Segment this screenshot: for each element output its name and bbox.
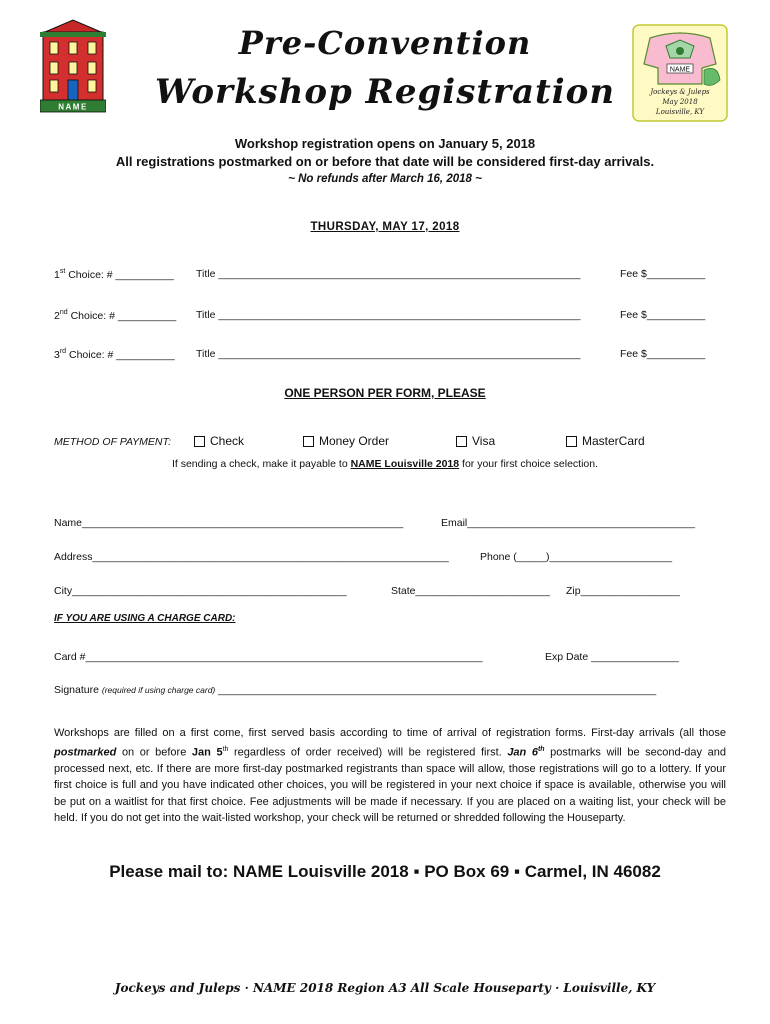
jockey-logo-line-3: Louisville, KY [655, 108, 705, 116]
charge-card-heading: IF YOU ARE USING A CHARGE CARD: [54, 613, 236, 624]
no-refunds-text: ~ No refunds after March 16, 2018 ~ [288, 173, 482, 185]
jockey-logo-line-1: Jockeys & Juleps [650, 88, 710, 96]
second-choice-number-field[interactable]: 2nd Choice: # __________ [54, 309, 177, 322]
money-order-option[interactable]: Money Order [303, 434, 389, 448]
registration-opens-text: Workshop registration opens on January 5, 2018 [234, 136, 536, 151]
check-checkbox[interactable] [194, 436, 205, 447]
second-choice-fee-field[interactable]: Fee $__________ [620, 309, 706, 321]
visa-checkbox[interactable] [456, 436, 467, 447]
check-payable-note: If sending a check, make it payable to NAME Louisville 2018 for your first choice selection. [171, 458, 599, 470]
footer-text: Jockeys and Juleps · NAME 2018 Region A3 All Scale Houseparty · Louisville, KY [114, 981, 656, 995]
first-choice-fee-field[interactable]: Fee $__________ [620, 268, 706, 280]
page-title-line-1: Pre-Convention [238, 24, 532, 62]
first-choice-number-field[interactable]: 1st Choice: # __________ [54, 268, 174, 281]
state-field[interactable]: State_______________________ [391, 585, 550, 597]
address-field[interactable]: Address_____________________________________________________________ [54, 551, 449, 563]
mastercard-option[interactable]: MasterCard [566, 434, 645, 448]
visa-option[interactable]: Visa [456, 434, 495, 448]
phone-field[interactable]: Phone (_____)_____________________ [480, 551, 673, 563]
zip-field[interactable]: Zip_________________ [566, 585, 680, 597]
third-choice-number-field[interactable]: 3rd Choice: # __________ [54, 348, 175, 361]
signature-field[interactable]: Signature (required if using charge card) ___________________________________________________________________________ [54, 684, 657, 696]
workshop-date-heading: THURSDAY, MAY 17, 2018 [310, 221, 460, 233]
page-title-line-2: Workshop Registration [154, 72, 616, 112]
name-field[interactable]: Name_______________________________________________________ [54, 517, 404, 529]
third-choice-fee-field[interactable]: Fee $__________ [620, 348, 706, 360]
city-field[interactable]: City_______________________________________________ [54, 585, 347, 597]
jockey-sign-text: NAME [669, 66, 691, 74]
check-option[interactable]: Check [194, 434, 244, 448]
jockey-logo-line-2: May 2018 [662, 98, 698, 106]
third-choice-title-field[interactable]: Title ______________________________________________________________ [196, 348, 581, 360]
one-person-per-form-notice: ONE PERSON PER FORM, PLEASE [284, 386, 486, 400]
first-day-arrivals-text: All registrations postmarked on or before that date will be considered first-day arrivals. [115, 154, 655, 169]
house-logo-text: NAME [58, 102, 88, 112]
workshop-policy-paragraph: Workshops are filled on a first come, first served basis according to time of arrival of registration forms. First-day arrivals (all those postmarked on or before Jan 5th regardless of order received) will be registered first. Jan 6th postmarks will be second-day and processed next, etc. If there are more first-day postmarked registrants than space will allow, those registrations will go to a lottery. If your first choice is full and you have indicated other choices, you will be registered in your next choice if space is available, otherwise you will be put on a waitlist for that first choice. Fee adjustments will be made if necessary. If you are placed on a waiting list, your check will be held. If you do not get into the wait-listed workshop, your check will be returned or shredded following the Houseparty. [54, 727, 726, 825]
first-choice-title-field[interactable]: Title ______________________________________________________________ [196, 268, 581, 280]
email-field[interactable]: Email_______________________________________ [441, 517, 695, 529]
money-order-checkbox[interactable] [303, 436, 314, 447]
payment-method-label: METHOD OF PAYMENT: [54, 436, 172, 448]
mastercard-checkbox[interactable] [566, 436, 577, 447]
exp-date-field[interactable]: Exp Date _______________ [545, 651, 679, 663]
second-choice-title-field[interactable]: Title ______________________________________________________________ [196, 309, 581, 321]
mailing-address: Please mail to: NAME Louisville 2018 ▪ PO Box 69 ▪ Carmel, IN 46082 [109, 862, 661, 881]
card-number-field[interactable]: Card #____________________________________________________________________ [54, 651, 483, 663]
